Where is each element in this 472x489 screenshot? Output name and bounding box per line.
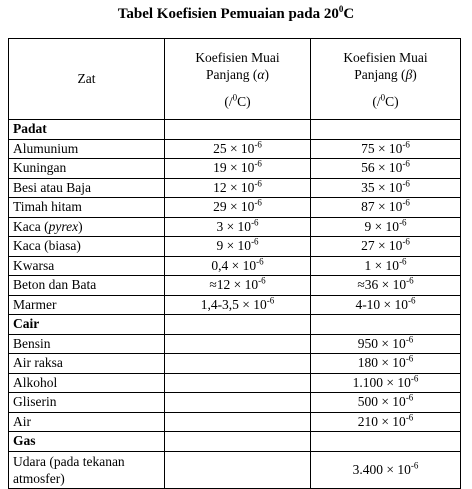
- coefficient-cell: $19 \times 10^{-6}$: [165, 159, 311, 179]
- table-row: [9, 393, 461, 413]
- table-row: [9, 276, 461, 296]
- table-row: [9, 139, 461, 159]
- coefficient-cell: $9 \times 10^{-6}$: [311, 217, 461, 237]
- coefficient-cell: $210 \times 10^{-6}$: [311, 412, 461, 432]
- table-row: [9, 373, 461, 393]
- table-row: [9, 217, 461, 237]
- coefficient-cell: $4-10 \times 10^{-6}$: [311, 295, 461, 315]
- material-name: Beton dan Bata: [9, 276, 165, 296]
- coefficient-cell: $1.100 \times 10^{-6}$: [311, 373, 461, 393]
- coefficient-cell: $180 \times 10^{-6}$: [311, 354, 461, 374]
- coefficient-cell: $950 \times 10^{-6}$: [311, 334, 461, 354]
- table-row: [9, 178, 461, 198]
- material-name: Kuningan: [9, 159, 165, 179]
- empty-cell: [165, 451, 311, 488]
- table-row: [9, 256, 461, 276]
- table-row: [9, 412, 461, 432]
- coefficient-cell: $500 \times 10^{-6}$: [311, 393, 461, 413]
- section-cair: Cair: [9, 315, 461, 335]
- table-row: [9, 198, 461, 218]
- empty-cell: [165, 354, 311, 374]
- table-row: [9, 334, 461, 354]
- coefficient-cell: $\approx 36 \times 10^{-6}$: [311, 276, 461, 296]
- empty-cell: [165, 373, 311, 393]
- empty-cell: [165, 393, 311, 413]
- coefficient-cell: $29 \times 10^{-6}$: [165, 198, 311, 218]
- material-name: Kwarsa: [9, 256, 165, 276]
- coefficient-cell: $3.400 \times 10^{-6}$: [311, 451, 461, 488]
- material-name: Air raksa: [9, 354, 165, 374]
- header-alpha: Koefisien Muai Panjang (α) (/$^0$C): [165, 39, 311, 120]
- empty-cell: [165, 412, 311, 432]
- material-name: Kaca (pyrex): [9, 217, 165, 237]
- material-name: Gliserin: [9, 393, 165, 413]
- section-padat: Padat: [9, 120, 461, 140]
- table-row: [9, 159, 461, 179]
- material-name: Air: [9, 412, 165, 432]
- expansion-coefficient-table: [8, 38, 461, 489]
- coefficient-cell: $27 \times 10^{-6}$: [311, 237, 461, 257]
- material-name: Alumunium: [9, 139, 165, 159]
- coefficient-cell: $12 \times 10^{-6}$: [165, 178, 311, 198]
- gas-rows: [9, 451, 461, 488]
- empty-cell: [165, 334, 311, 354]
- header-beta: Koefisien Muai Panjang (β) (/$^0$C): [311, 39, 461, 120]
- table-row: [9, 237, 461, 257]
- coefficient-cell: $3 \times 10^{-6}$: [165, 217, 311, 237]
- coefficient-cell: $\approx 12 \times 10^{-6}$: [165, 276, 311, 296]
- coefficient-cell: $9 \times 10^{-6}$: [165, 237, 311, 257]
- header-zat: Zat: [9, 39, 165, 120]
- table-row: [9, 295, 461, 315]
- coefficient-cell: $35 \times 10^{-6}$: [311, 178, 461, 198]
- coefficient-cell: $87 \times 10^{-6}$: [311, 198, 461, 218]
- material-name: Timah hitam: [9, 198, 165, 218]
- table-row: [9, 354, 461, 374]
- material-name: Marmer: [9, 295, 165, 315]
- coefficient-cell: $25 \times 10^{-6}$: [165, 139, 311, 159]
- cair-rows: [9, 334, 461, 432]
- padat-rows: [9, 139, 461, 315]
- material-name: Udara (pada tekanan atmosfer): [9, 451, 165, 488]
- table-title: Tabel Koefisien Pemuaian pada $20^0C$: [117, 4, 355, 22]
- coefficient-cell: $1,4-3,5 \times 10^{-6}$: [165, 295, 311, 315]
- coefficient-cell: $1 \times 10^{-6}$: [311, 256, 461, 276]
- material-name: Alkohol: [9, 373, 165, 393]
- coefficient-cell: $75 \times 10^{-6}$: [311, 139, 461, 159]
- material-name: Besi atau Baja: [9, 178, 165, 198]
- material-name: Kaca (biasa): [9, 237, 165, 257]
- table-row: [9, 451, 461, 488]
- material-name: Bensin: [9, 334, 165, 354]
- section-gas: Gas: [9, 432, 461, 452]
- coefficient-cell: $0,4 \times 10^{-6}$: [165, 256, 311, 276]
- coefficient-cell: $56 \times 10^{-6}$: [311, 159, 461, 179]
- header-row: [9, 39, 461, 120]
